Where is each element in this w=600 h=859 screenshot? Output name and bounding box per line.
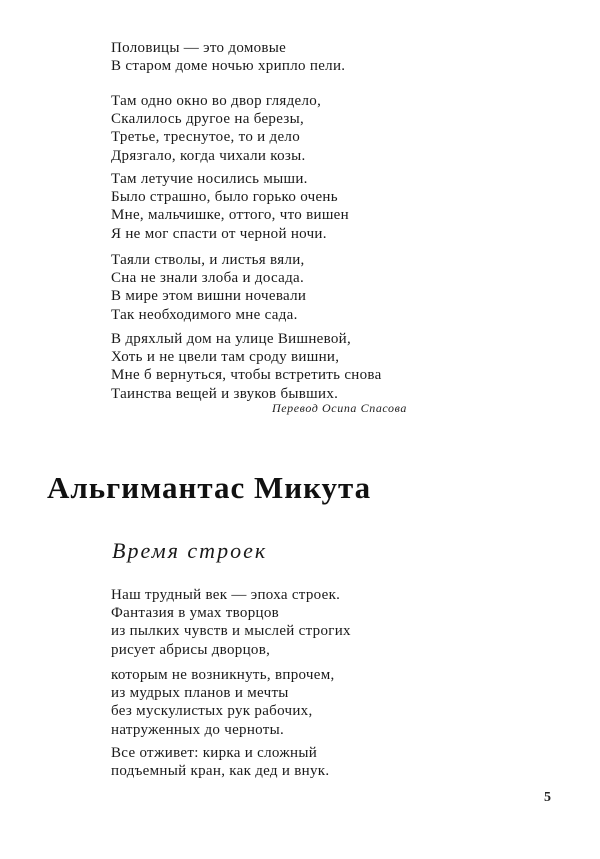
verse-line: Было страшно, было горько очень [111,189,338,206]
stanza-3 [111,170,349,243]
verse-line: Хоть и не цвели там сроду вишни, [111,349,340,366]
verse-line: подъемный кран, как дед и внук. [111,763,330,780]
verse-line: Половицы — это домовые [111,40,287,56]
verse-line: без мускулистых рук рабочих, [111,703,313,720]
verse-line: Я не мог спасти от черной ночи. [111,225,327,242]
verse-line: Там одно окно во двор глядело, [111,93,322,109]
stanza-p2-1 [111,586,351,659]
verse-line: Наш трудный век — эпоха строек. [111,587,341,603]
stanza-p2-2 [111,666,335,739]
stanza-4 [111,251,306,324]
verse-line: из мудрых планов и мечты [111,685,289,702]
verse-line: В мире этом вишни ночевали [111,288,307,305]
verse-line: которым не возникнуть, впрочем, [111,667,335,683]
verse-line: В дряхлый дом на улице Вишневой, [111,331,352,347]
verse-line: Скалилось другое на березы, [111,111,304,128]
author-heading: Альгимантас Микута [47,470,372,505]
stanza-1 [111,39,345,75]
verse-line: Дрязгало, когда чихали козы. [111,147,306,164]
verse-line: Сна не знали злоба и досада. [111,270,305,287]
verse-line: Мне, мальчишке, оттого, что вишен [111,207,349,224]
verse-line: Таяли стволы, и листья вяли, [111,252,305,268]
translator-credit: Перевод Осипа Спасова [271,401,407,415]
verse-line: Так необходимого мне сада. [111,306,298,323]
verse-line: Мне б вернуться, чтобы встретить снова [111,367,382,384]
page-number: 5 [544,790,551,805]
verse-line: Все отживет: кирка и сложный [111,745,318,761]
stanza-p2-3 [111,744,329,780]
stanza-2 [111,92,321,165]
verse-line: В старом доме ночью хрипло пели. [111,58,346,75]
verse-line: Третье, треснутое, то и дело [111,129,301,146]
verse-line: рисует абрисы дворцов, [111,641,271,658]
verse-line: Фантазия в умах творцов [111,605,280,622]
verse-line: Там летучие носились мыши. [111,171,308,187]
verse-line: Таинства вещей и звуков бывших. [111,385,339,402]
verse-line: натруженных до черноты. [111,721,285,738]
verse-line: из пылких чувств и мыслей строгих [111,623,351,640]
poem-title: Время строек [112,538,268,563]
stanza-5 [111,330,382,403]
